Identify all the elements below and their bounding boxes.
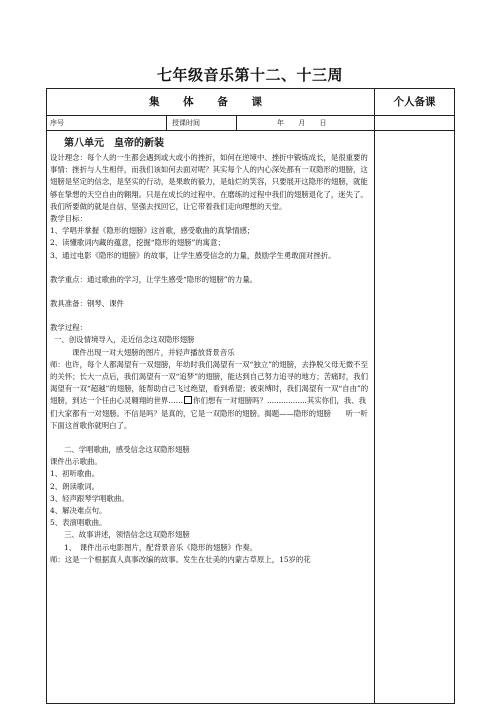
lesson-time-label: 授课时间	[167, 116, 237, 130]
step-item: 4、解决难点句。	[50, 506, 107, 516]
step-subtitle: 课件出示歌曲。	[50, 457, 102, 467]
date-label: 年 月 日	[277, 119, 333, 127]
serial-number-label: 序号	[47, 116, 167, 130]
meta-cell	[47, 116, 375, 131]
teacher-speech: 师：这是一个根据真人真事改编的故事。发生在壮美的内蒙古草原上，15岁的花	[50, 554, 311, 564]
step-item: 3、轻声跟琴学唱歌曲。	[50, 493, 129, 503]
unit-title: 第八单元 皇帝的新装	[64, 138, 164, 149]
goals-heading: 教学目标：	[50, 214, 87, 224]
step-subtitle: 1、 课件出示电影图片，配背景音乐《隐形的翅膀》作奏。	[64, 542, 258, 552]
teaching-tools: 教具准备：钢琴、课件	[50, 299, 124, 309]
personal-prep-header: 个人备课	[375, 89, 455, 116]
header-row	[47, 89, 455, 116]
process-heading: 教学过程：	[50, 323, 87, 333]
step-title: 一、创设情境导入，走近信念这双隐形翅膀	[54, 335, 195, 345]
step-title: 二、学唱歌曲，感受信念这双隐形翅膀	[64, 445, 190, 455]
teacher-speech	[50, 359, 371, 432]
goal-item: 2、读懂歌词内藏的蕴意，挖掘“隐形的翅膀”的寓意；	[50, 238, 225, 248]
key-point: 教学重点：通过歌曲的学习，让学生感受“隐形的翅膀”的力量。	[50, 274, 258, 284]
page-title: 七年级音乐第十二、十三周	[156, 66, 343, 84]
meta-row	[47, 116, 455, 131]
step-subtitle: 课件出现一对大翅膀的图片，并轻声播放背景音乐	[72, 347, 235, 357]
step-item: 1、初听歌曲。	[50, 469, 100, 479]
teacher-speech-part: 师：也许，每个人都渴望有一双翅膀，年幼时我们渴望有一双“独立”的翅膀，去挣脱父母无微不至的关怀；长大一点后，我们渴望有一双“追梦”的翅膀，能达到自己努力追寻的地方；苦痛时，我们渴望有一双“超越”的翅膀，能帮助自己飞过绝望，看到希望；被束缚时，我们渴望有一双“自由”的翅膀，到达一个任由心灵翱翔的世界……	[50, 359, 369, 406]
lesson-content	[47, 131, 375, 704]
content-row	[47, 131, 455, 704]
collective-prep-header: 集 体 备 课	[47, 89, 375, 116]
goal-item: 3、通过电影《隐形的翅膀》的故事，让学生感受信念的力量，鼓励学生勇敢面对挫折。	[50, 250, 336, 260]
meta-side-cell	[375, 116, 455, 131]
checkbox-glyph-icon	[184, 396, 192, 404]
design-intent: 设计理念：每个人的一生都会遇到或大或小的挫折，如何在逆境中、挫折中锻炼成长，是很重要的事情：挫折与人生相伴，而我们该如何去面对呢？其实每个人的内心深处都有一双隐形的翅膀，这翅膀是坚定的信念，是坚实的行动，是果敢的毅力，是灿烂的笑容，只要展开这隐形的翅膀，就能够在挚想的天空自由的翱翔。只是在成长的过程中、在磨练的过程中我们的翅膀退化了，迷失了。我们所要做的就是自信、坚强去找回它，让它带着我们走向理想的天堂。	[50, 153, 368, 211]
step-item: 2、朗读歌词。	[50, 481, 100, 491]
step-title: 三、故事讲述，领悟信念这双隐形翅膀	[64, 530, 190, 540]
personal-prep-column	[375, 131, 455, 704]
lesson-plan-table	[46, 88, 455, 704]
step-item: 5、表演唱歌曲。	[50, 518, 107, 528]
teacher-speech-part: 你们想有一对翅膀吗？.................其实你们，我、我们大家都有一对翅膀。不信是吗？是真的，它是一双隐形的翅膀。揭题——隐形的翅膀 听一听下面这首歌你就明白了。	[50, 396, 368, 430]
goal-item: 1、学唱并掌握《隐形的翅膀》这首歌，感受歌曲的真挚情感；	[50, 226, 255, 236]
